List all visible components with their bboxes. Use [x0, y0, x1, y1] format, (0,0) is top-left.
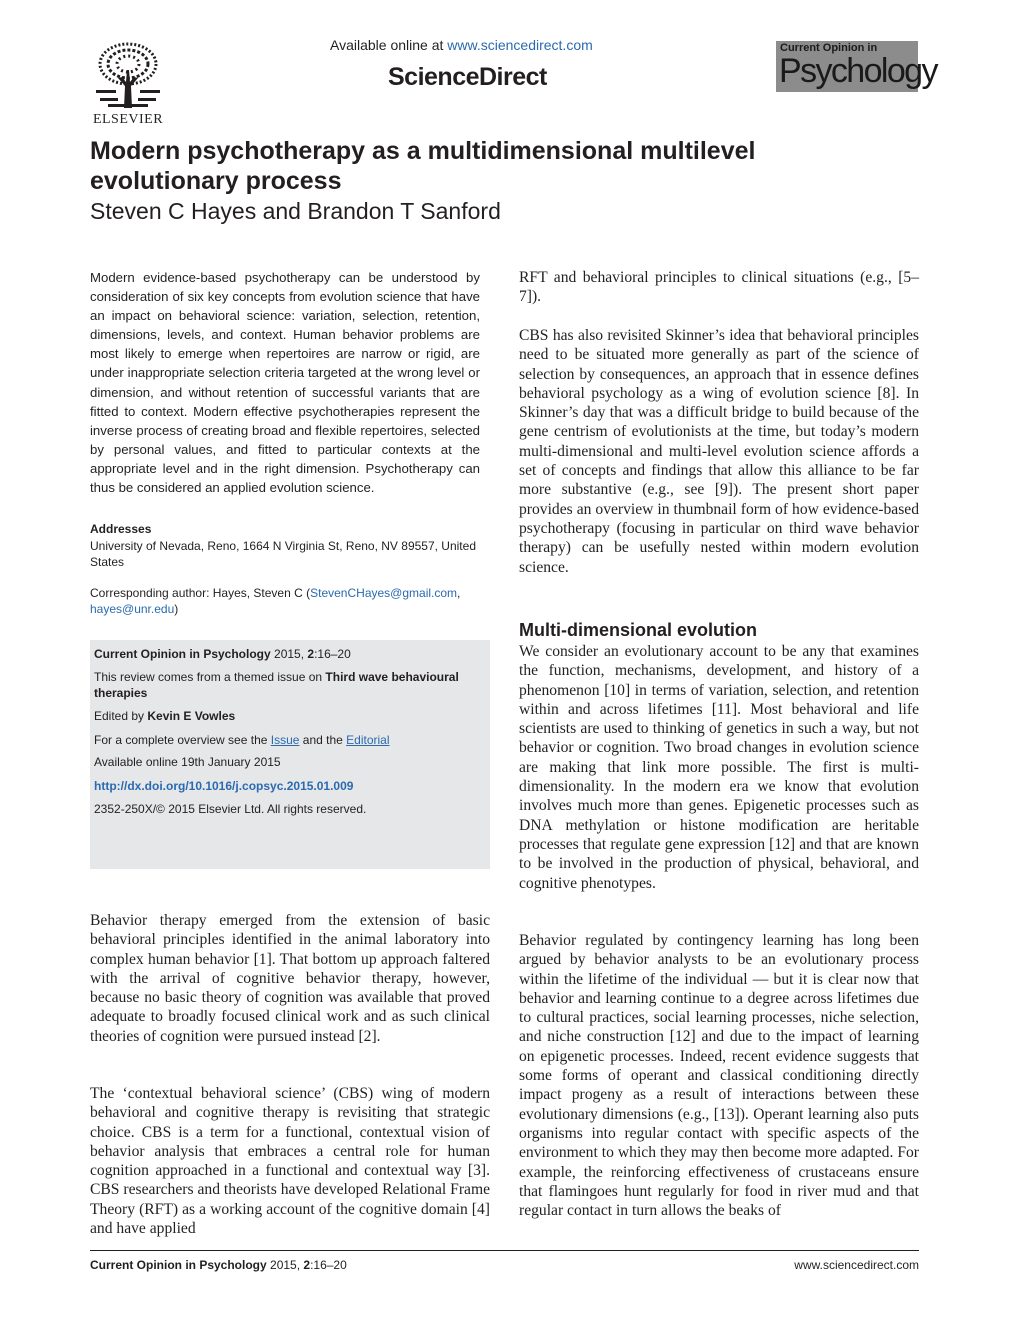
body-paragraph: We consider an evolutionary account to be any that examines the function, mechanisms, development, and history of a phenomenon [10] in terms of variation, selection, and retention within and across lifetimes [11]. Most behavioral and life scientists are used to thinking of genetics in such a way, but not behavior or cognition. Two broad changes in evolution science are making that link more possible. The first is multi-dimensionality. In the modern era we know that evolution involves much more than genes. Epigenetic processes such as DNA methylation or histone modification are heritable processes that regulate gene expression [12] and that are known to be involved in the production of physical, behavioral, and cognitive phenotypes. — [519, 643, 919, 892]
corresponding-author: Corresponding author: Hayes, Steven C (StevenCHayes@gmail.com, hayes@unr.edu) — [90, 586, 461, 616]
footer-divider — [90, 1250, 919, 1251]
email-link-1[interactable]: StevenCHayes@gmail.com — [310, 586, 458, 600]
body-paragraph: RFT and behavioral principles to clinical situations (e.g., [5–7]). — [519, 269, 919, 306]
body-paragraph: CBS has also revisited Skinner’s idea that behavioral principles need to be situated more generally as part of the science of selection by consequences, an approach that in essence defines behavioral psychology as a wing of evolution science [8]. In Skinner’s day that was a difficult bridge to build because of the gene centrism of evolutionists at the time, but today’s modern multi-dimensional and multi-level evolution science affords a set of concepts and findings that allow this alliance to be far more substantive (e.g., see [9]). The present short paper provides an overview in thumbnail form of how evidence-based psychotherapy (focusing in particular on third wave behavior therapy) can be usefully nested within modern evolution science. — [519, 327, 919, 576]
email-link-2[interactable]: hayes@unr.edu — [90, 602, 175, 616]
info-theme: This review comes from a themed issue on Third wave behavioural therapies — [94, 670, 459, 700]
section-heading: Multi-dimensional evolution — [519, 620, 757, 640]
available-prefix: Available online at — [330, 37, 448, 53]
body-paragraph: The ‘contextual behavioral science’ (CBS) wing of modern behavioral and cognitive therapy is revisiting that strategic choice. CBS is a term for a functional, contextual vision of behavior analysis that embraces a central role for human cognition approached in a functional and contextual way [3]. CBS researchers and theorists have developed Relational Frame Theory (RFT) as a working account of the cognitive domain [4] and have applied — [90, 1085, 490, 1238]
addresses-heading: Addresses — [90, 522, 152, 536]
article-info-box — [90, 640, 490, 869]
info-copyright: 2352-250X/© 2015 Elsevier Ltd. All rights reserved. — [94, 802, 367, 816]
info-available: Available online 19th January 2015 — [94, 755, 281, 769]
journal-badge-top: Current Opinion in — [780, 42, 878, 54]
footer-url[interactable]: www.sciencedirect.com — [794, 1258, 919, 1272]
abstract: Modern evidence-based psychotherapy can be understood by consideration of six key concepts from evolution science that have an impact on behavioral science: variation, selection, retention, dimensions, levels, and context. Human behavior problems are most likely to emerge when repertoires are narrow or rigid, are under inappropriate selection criteria targeted at the wrong level or dimension, and without retention of successful variants that are fitted to context. Modern effective psychotherapies represent the inverse process of creating broad and flexible repertoires, selected by personal values, and fitted to particular contexts at the appropriate level and in the right dimension. Psychotherapy can thus be considered an applied evolution science. — [90, 270, 480, 496]
editorial-link[interactable]: Editorial — [346, 733, 390, 747]
article-authors: Steven C Hayes and Brandon T Sanford — [90, 198, 501, 224]
sciencedirect-brand: ScienceDirect — [388, 63, 547, 91]
doi-link[interactable]: http://dx.doi.org/10.1016/j.copsyc.2015.01.009 — [94, 779, 354, 793]
sciencedirect-link[interactable]: www.sciencedirect.com — [447, 37, 593, 53]
info-editor: Edited by Kevin E Vowles — [94, 709, 236, 723]
available-online — [330, 37, 630, 53]
publisher-wordmark: ELSEVIER — [92, 112, 164, 127]
journal-badge — [776, 41, 937, 92]
addresses: University of Nevada, Reno, 1664 N Virginia St, Reno, NV 89557, United States — [90, 539, 476, 569]
journal-badge-main: Psychology — [779, 52, 937, 90]
body-paragraph: Behavior regulated by contingency learning has long been argued by behavior analysts to be an evolutionary process within the lifetime of the individual — but it is clear now that behavior and learning continue to a degree across lifetimes due to cultural practices, social learning processes, niche selection, and niche construction [12] and due to the impact of learning on epigenetic processes. Indeed, recent evidence suggests that some forms of operant and classical conditioning directly impact progeny as a result of interactions between these evolutionary dimensions (e.g., [13]). Operant learning also puts organisms into regular contact with specific aspects of the environment to which they may then become more adapted. For example, the reinforcing effectiveness of crustaceans ensure that flamingoes hunt regularly for food in river mud and that regular contact in turn allows the beaks of — [519, 932, 919, 1220]
info-overview: For a complete overview see the Issue and the Editorial — [94, 733, 390, 747]
issue-link[interactable]: Issue — [270, 733, 300, 747]
article-title: Modern psychotherapy as a multidimensional multilevel evolutionary process — [90, 137, 756, 195]
info-citation: Current Opinion in Psychology 2015, 2:16–20 — [94, 647, 351, 661]
body-paragraph: Behavior therapy emerged from the extension of basic behavioral principles identified in the animal laboratory into complex human behavior [1]. That bottom up approach faltered with the arrival of cognitive behavior therapy, however, because no basic theory of cognition was available that proved adequate to broadly focused clinical work and as such clinical theories of cognition were pursued instead [2]. — [90, 912, 490, 1045]
footer-citation: Current Opinion in Psychology 2015, 2:16–20 — [90, 1258, 347, 1272]
